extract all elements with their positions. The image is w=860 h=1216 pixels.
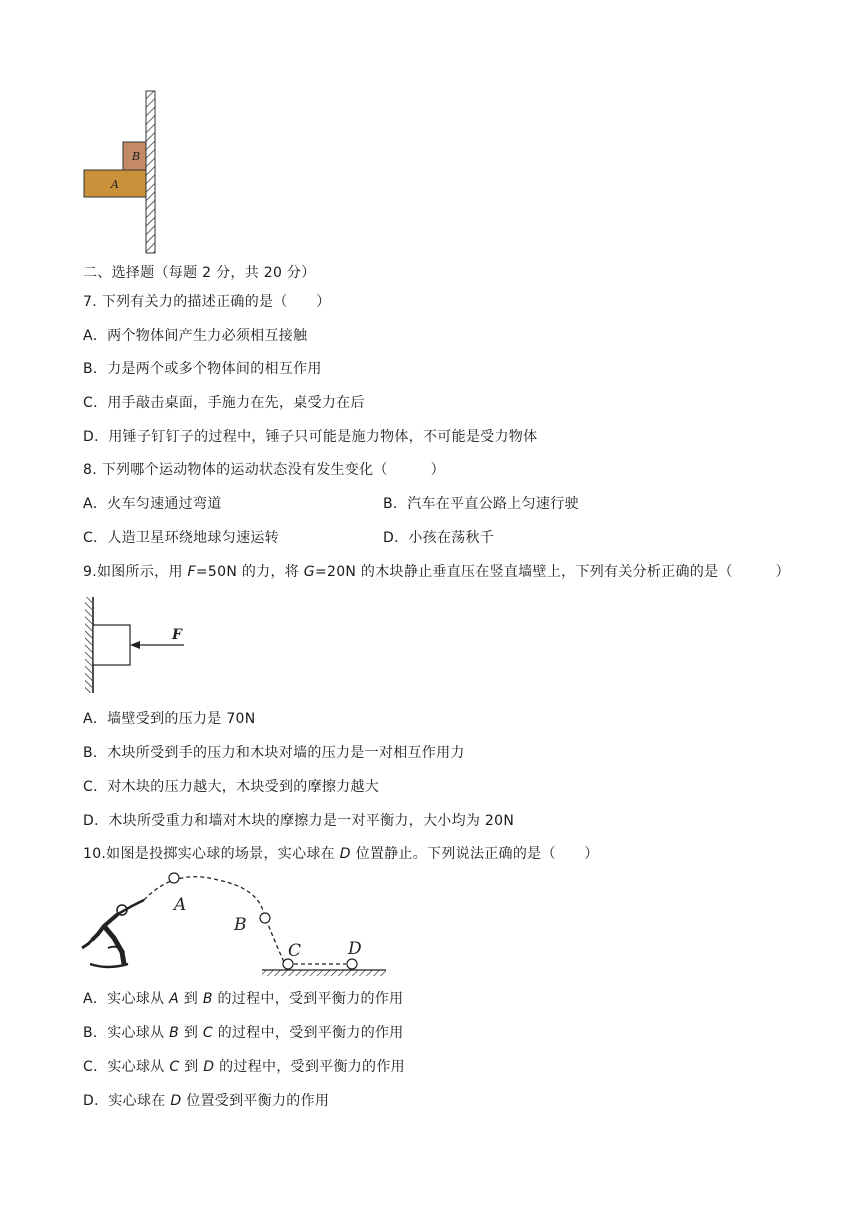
q9-option-b[interactable]: B．木块所受到手的压力和木块对墙的压力是一对相互作用力 — [83, 745, 465, 761]
wall-hatching — [146, 91, 155, 253]
q7-option-d[interactable]: D．用锤子钉钉子的过程中，锤子只可能是施力物体，不可能是受力物体 — [83, 429, 538, 445]
q10-option-d[interactable]: D．实心球在 D 位置受到平衡力的作用 — [83, 1093, 330, 1109]
q9-option-d[interactable]: D．木块所受重力和墙对木块的摩擦力是一对平衡力，大小均为 20N — [83, 813, 515, 829]
weight-symbol: G — [303, 564, 315, 580]
q8-option-a[interactable]: A．火车匀速通过弯道 — [83, 496, 222, 512]
ball-position-d — [347, 959, 357, 969]
block-a-label: A — [111, 178, 119, 191]
ball-position-a — [169, 873, 179, 883]
q10-option-b[interactable]: B．实心球从 B 到 C 的过程中，受到平衡力的作用 — [83, 1025, 404, 1041]
shot-put-figure — [78, 868, 398, 980]
force-label: F — [172, 627, 182, 643]
label-b: B — [234, 915, 247, 935]
pressed-block-figure — [84, 595, 194, 695]
blocks-wall-figure — [80, 88, 170, 258]
q8-option-d[interactable]: D．小孩在荡秋千 — [383, 530, 495, 546]
q9-option-a[interactable]: A．墙壁受到的压力是 70N — [83, 711, 256, 727]
ball-position-b — [260, 913, 270, 923]
q10-option-c[interactable]: C．实心球从 C 到 D 的过程中，受到平衡力的作用 — [83, 1059, 405, 1075]
q7-option-a[interactable]: A．两个物体间产生力必须相互接触 — [83, 328, 308, 344]
q8-stem: 8. 下列哪个运动物体的运动状态没有发生变化（ ） — [83, 462, 445, 478]
q10-option-a[interactable]: A．实心球从 A 到 B 的过程中，受到平衡力的作用 — [83, 991, 404, 1007]
ground-hatching — [262, 970, 386, 976]
position-symbol: D — [339, 846, 351, 862]
q10-stem: 10.如图是投掷实心球的场景，实心球在 D 位置静止。下列说法正确的是（ ） — [83, 846, 599, 862]
label-c: C — [288, 941, 302, 961]
q9-option-c[interactable]: C．对木块的压力越大，木块受到的摩擦力越大 — [83, 779, 380, 795]
q9-stem: 9.如图所示，用 F=50N 的力，将 G=20N 的木块静止垂直压在竖直墙壁上，下列有关分析正确的是（ ） — [83, 564, 790, 580]
athlete-figure — [82, 900, 144, 967]
label-d: D — [348, 939, 362, 959]
section-heading: 二、选择题（每题 2 分，共 20 分） — [83, 265, 316, 281]
wooden-block — [93, 625, 130, 665]
force-symbol: F — [187, 564, 196, 580]
q7-option-c[interactable]: C．用手敲击桌面，手施力在先，桌受力在后 — [83, 395, 365, 411]
block-b-label: B — [132, 150, 141, 163]
wall-hatching — [85, 597, 92, 693]
q8-option-b[interactable]: B．汽车在平直公路上匀速行驶 — [383, 496, 579, 512]
label-a: A — [174, 895, 187, 915]
q8-option-c[interactable]: C．人造卫星环绕地球匀速运转 — [83, 530, 279, 546]
q7-stem: 7. 下列有关力的描述正确的是（ ） — [83, 294, 331, 310]
q7-option-b[interactable]: B．力是两个或多个物体间的相互作用 — [83, 361, 322, 377]
